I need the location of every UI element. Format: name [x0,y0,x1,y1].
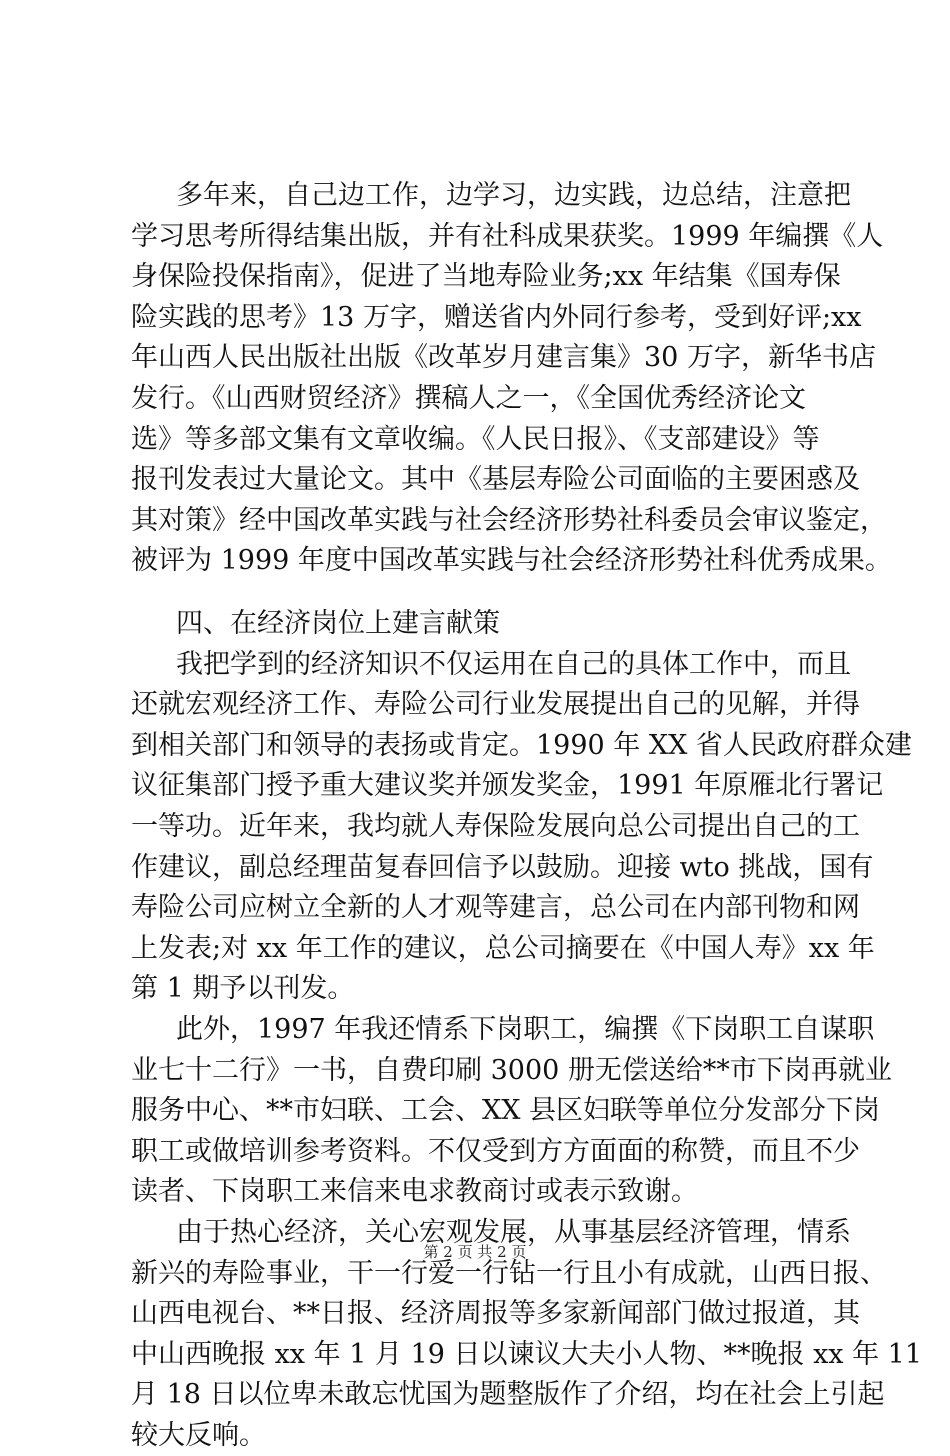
paragraph-3-line-4: 职工或做培训参考资料。不仅受到方方面面的称赞，而且不少 [131,1136,860,1167]
paragraph-4-line-4: 中山西晚报 xx 年 1 月 19 日以谏议大夫小人物、**晚报 xx 年 11 [131,1339,923,1370]
paragraph-1-line-9: 其对策》经中国改革实践与社会经济形势社科委员会审议鉴定， [131,505,887,536]
paragraph-4-line-6: 较大反响。 [131,1420,266,1451]
paragraph-3-line-5: 读者、下岗职工来信来电求教商讨或表示致谢。 [131,1176,698,1207]
section-heading: 四、在经济岗位上建言献策 [176,608,500,639]
paragraph-4-line-2: 新兴的寿险事业，干一行爱一行钻一行且小有成就，山西日报、 [131,1258,887,1289]
paragraph-1-line-5: 年山西人民出版社出版《改革岁月建言集》30 万字，新华书店 [131,342,876,373]
paragraph-2-line-3: 到相关部门和领导的表扬或肯定。1990 年 XX 省人民政府群众建 [131,730,912,761]
paragraph-1-line-10: 被评为 1999 年度中国改革实践与社会经济形势社科优秀成果。 [131,545,892,576]
paragraph-2-line-6: 作建议，副总经理苗复春回信予以鼓励。迎接 wto 挑战，国有 [131,852,874,883]
page-footer: 第 2 页 共 2 页 [423,1243,527,1261]
paragraph-4-line-1: 由于热心经济，关心宏观发展，从事基层经济管理，情系 [176,1217,851,1248]
paragraph-3-line-3: 服务中心、**市妇联、工会、XX 县区妇联等单位分发部分下岗 [131,1095,881,1126]
paragraph-1-line-2: 学习思考所得结集出版，并有社科成果获奖。1999 年编撰《人 [131,221,884,252]
paragraph-2-line-4: 议征集部门授予重大建议奖并颁发奖金，1991 年原雁北行署记 [131,770,884,801]
paragraph-2-line-5: 一等功。近年来，我均就人寿保险发展向总公司提出自己的工 [131,811,860,842]
paragraph-1-line-7: 选》等多部文集有文章收编。《人民日报》、《支部建设》等 [131,424,820,455]
paragraph-2-line-8: 上发表;对 xx 年工作的建议，总公司摘要在《中国人寿》xx 年 [131,933,875,964]
paragraph-4-line-3: 山西电视台、**日报、经济周报等多家新闻部门做过报道，其 [131,1298,860,1329]
paragraph-4-line-5: 月 18 日以位卑未敢忘忧国为题整版作了介绍，均在社会上引起 [131,1379,885,1410]
paragraph-1-line-8: 报刊发表过大量论文。其中《基层寿险公司面临的主要困惑及 [131,464,860,495]
paragraph-2-line-7: 寿险公司应树立全新的人才观等建言，总公司在内部刊物和网 [131,892,860,923]
paragraph-1-line-1: 多年来，自己边工作，边学习，边实践，边总结，注意把 [176,180,851,211]
paragraph-1-line-3: 身保险投保指南》，促进了当地寿险业务;xx 年结集《国寿保 [131,261,841,292]
paragraph-2-line-2: 还就宏观经济工作、寿险公司行业发展提出自己的见解，并得 [131,689,860,720]
paragraph-1-line-6: 发行。《山西财贸经济》撰稿人之一，《全国优秀经济论文 [131,383,806,414]
paragraph-3-line-1: 此外，1997 年我还情系下岗职工，编撰《下岗职工自谋职 [176,1014,875,1045]
paragraph-3-line-2: 业七十二行》一书，自费印刷 3000 册无偿送给**市下岗再就业 [131,1055,892,1086]
paragraph-1-line-4: 险实践的思考》13 万字，赠送省内外同行参考，受到好评;xx [131,302,862,333]
paragraph-2-line-1: 我把学到的经济知识不仅运用在自己的具体工作中，而且 [176,649,851,680]
paragraph-2-line-9: 第 1 期予以刊发。 [131,973,355,1004]
